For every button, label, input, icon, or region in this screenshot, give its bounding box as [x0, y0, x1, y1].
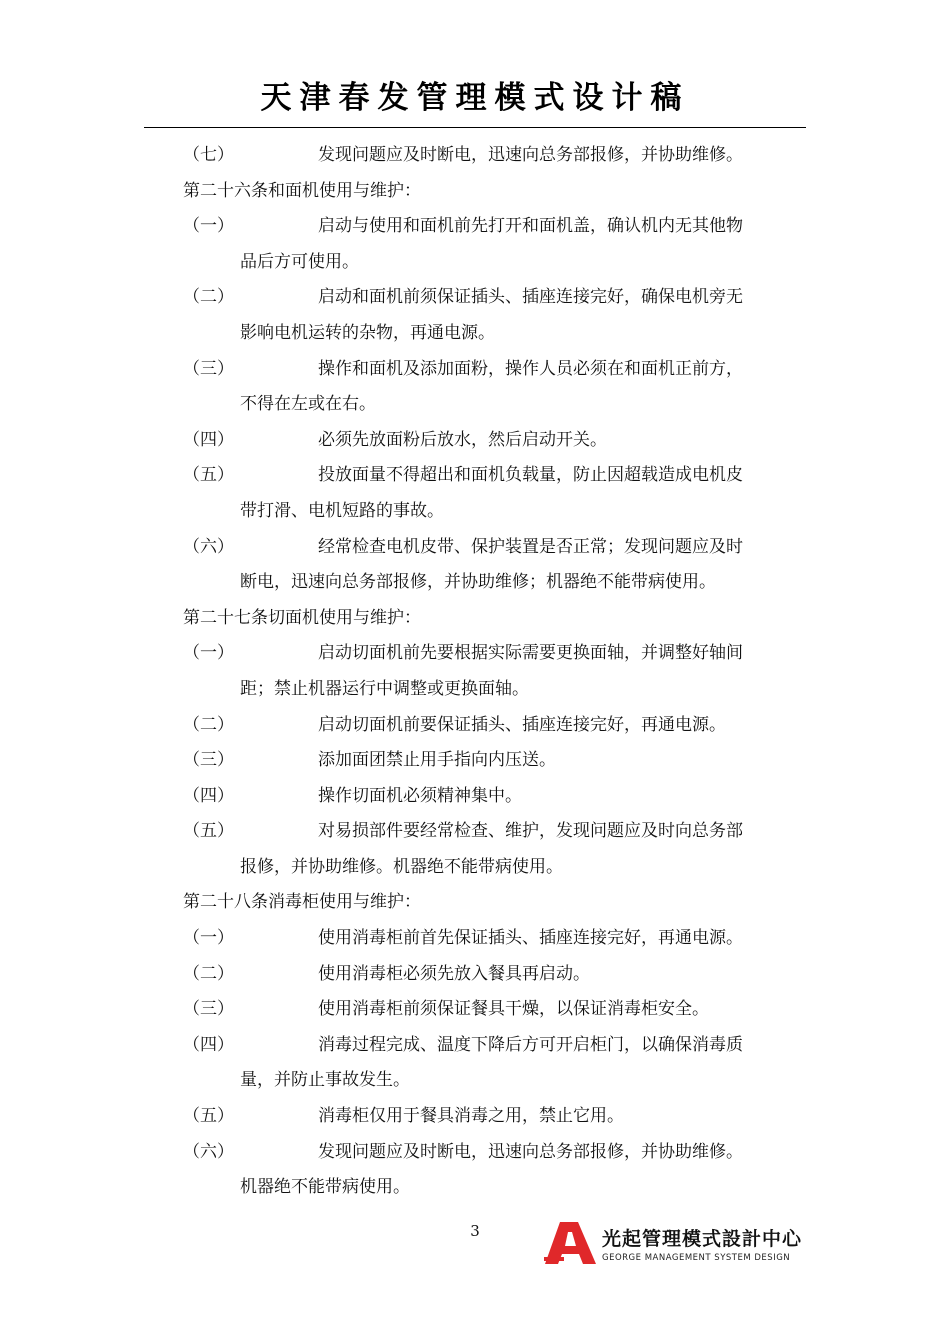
clause-text: 消毒柜仅用于餐具消毒之用，禁止它用。 — [318, 1106, 624, 1127]
clause-text: 必须先放面粉后放水，然后启动开关。 — [318, 429, 607, 450]
page-title: 天津春发管理模式设计稿 — [260, 80, 690, 116]
clause-number: （六） — [183, 536, 234, 557]
logo-english-text: GEORGE MANAGEMENT SYSTEM DESIGN — [602, 1253, 791, 1263]
logo-a-icon — [544, 1222, 596, 1264]
clause-number: （一） — [183, 216, 234, 237]
clause-number: （三） — [183, 750, 234, 771]
clause-continuation: 距；禁止机器运行中调整或更换面轴。 — [240, 678, 529, 699]
clause-text: 使用消毒柜前须保证餐具干燥，以保证消毒柜安全。 — [318, 999, 709, 1020]
clause-line — [183, 530, 808, 566]
clause-number: （二） — [183, 963, 234, 984]
clause-line — [183, 921, 808, 957]
clause-text: 发现问题应及时断电，迅速向总务部报修，并协助维修。 — [318, 145, 743, 165]
header-rule — [144, 127, 806, 128]
document-body — [183, 138, 808, 1206]
clause-line — [183, 814, 808, 850]
article-heading: 第二十七条切面机使用与维护： — [183, 607, 421, 628]
clause-text: 添加面团禁止用手指向内压送。 — [318, 750, 556, 771]
clause-text: 启动切面机前先要根据实际需要更换面轴，并调整好轴间 — [318, 643, 743, 664]
clause-line — [183, 957, 808, 993]
clause-continuation: 不得在左或在右。 — [240, 394, 376, 415]
clause-line — [183, 280, 808, 316]
clause-text: 操作切面机必须精神集中。 — [318, 785, 522, 806]
clause-line — [183, 1135, 808, 1171]
clause-number: （二） — [183, 714, 234, 735]
logo-chinese-text: 光起管理模式設計中心 — [602, 1228, 803, 1250]
clause-line — [183, 209, 808, 245]
company-logo — [544, 1222, 809, 1266]
clause-number: （四） — [183, 429, 234, 450]
clause-text: 消毒过程完成、温度下降后方可开启柜门，以确保消毒质 — [318, 1034, 743, 1055]
clause-text: 使用消毒柜前首先保证插头、插座连接完好，再通电源。 — [318, 928, 743, 949]
clause-line — [183, 636, 808, 672]
clause-number: （四） — [183, 1034, 234, 1055]
clause-number: （五） — [183, 465, 234, 486]
clause-number: （三） — [183, 358, 234, 379]
clause-number: （二） — [183, 287, 234, 308]
clause-number: （三） — [183, 999, 234, 1020]
clause-continuation: 报修，并协助维修。机器绝不能带病使用。 — [240, 856, 563, 877]
clause-line — [183, 423, 808, 459]
clause-text: 对易损部件要经常检查、维护，发现问题应及时向总务部 — [318, 821, 743, 842]
article-heading: 第二十八条消毒柜使用与维护： — [183, 892, 421, 913]
clause-number: （五） — [183, 821, 234, 842]
article-heading: 第二十六条和面机使用与维护： — [183, 180, 421, 201]
clause-line — [183, 992, 808, 1028]
clause-continuation: 品后方可使用。 — [240, 251, 359, 272]
clause-number: （四） — [183, 785, 234, 806]
clause-number: （六） — [183, 1141, 234, 1162]
clause-line — [183, 779, 808, 815]
clause-continuation: 机器绝不能带病使用。 — [240, 1177, 410, 1198]
clause-line — [183, 1028, 808, 1064]
clause-line — [183, 352, 808, 388]
clause-line — [183, 1099, 808, 1135]
clause-text: 使用消毒柜必须先放入餐具再启动。 — [318, 963, 590, 984]
clause-line — [183, 138, 808, 174]
clause-continuation: 量，并防止事故发生。 — [240, 1070, 410, 1091]
clause-text: 启动与使用和面机前先打开和面机盖，确认机内无其他物 — [318, 216, 743, 237]
clause-text: 经常检查电机皮带、保护装置是否正常；发现问题应及时 — [318, 536, 743, 557]
clause-number: （七） — [183, 145, 234, 165]
clause-continuation: 断电，迅速向总务部报修，并协助维修；机器绝不能带病使用。 — [240, 572, 716, 593]
page-number: 3 — [470, 1222, 480, 1240]
clause-text: 启动和面机前须保证插头、插座连接完好，确保电机旁无 — [318, 287, 743, 308]
clause-line — [183, 743, 808, 779]
clause-text: 操作和面机及添加面粉，操作人员必须在和面机正前方， — [318, 358, 743, 379]
clause-text: 发现问题应及时断电，迅速向总务部报修，并协助维修。 — [318, 1141, 743, 1162]
clause-number: （一） — [183, 643, 234, 664]
clause-continuation: 带打滑、电机短路的事故。 — [240, 500, 444, 521]
clause-number: （一） — [183, 928, 234, 949]
clause-continuation: 影响电机运转的杂物，再通电源。 — [240, 322, 495, 343]
clause-line — [183, 708, 808, 744]
clause-text: 启动切面机前要保证插头、插座连接完好，再通电源。 — [318, 714, 726, 735]
clause-number: （五） — [183, 1106, 234, 1127]
clause-line — [183, 458, 808, 494]
clause-text: 投放面量不得超出和面机负载量，防止因超载造成电机皮 — [318, 465, 743, 486]
